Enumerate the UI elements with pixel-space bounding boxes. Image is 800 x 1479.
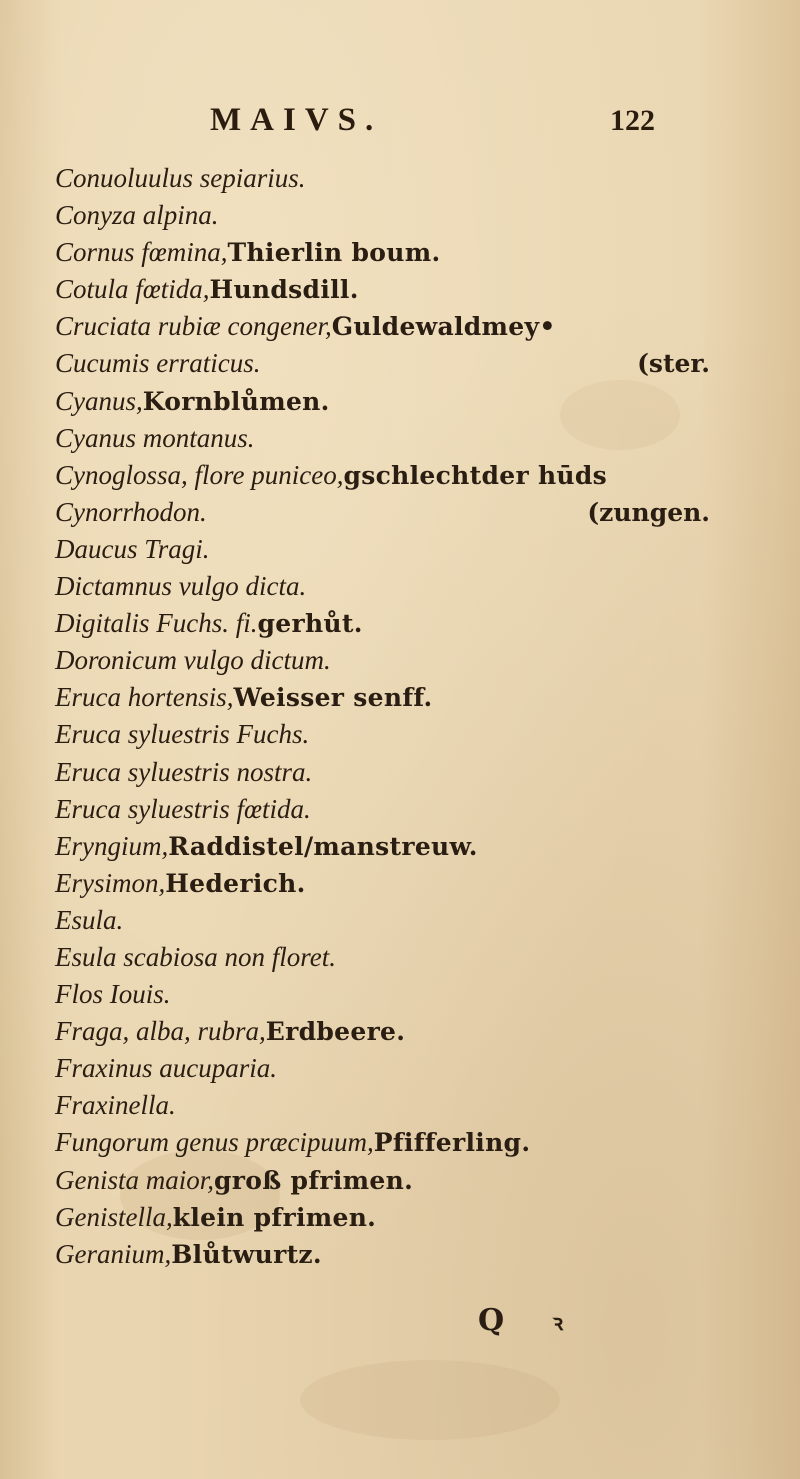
latin-name: Erysimon,: [55, 867, 166, 898]
latin-name: Cruciata rubiæ congener,: [55, 311, 332, 342]
german-name: Kornblůmen.: [142, 386, 330, 416]
list-item: [55, 160, 755, 197]
german-name: gerhůt.: [257, 609, 363, 639]
list-item: [55, 494, 755, 531]
german-name: gschlechtder hūds: [343, 460, 608, 490]
list-item: [55, 271, 755, 308]
list-item: [55, 531, 755, 568]
list-item: [55, 345, 755, 382]
page-header: [0, 102, 800, 152]
latin-name: Digitalis Fuchs. fi.: [55, 608, 258, 639]
latin-name: Fraga, alba, rubra,: [55, 1016, 266, 1047]
latin-name: Cucumis erraticus.: [55, 348, 261, 379]
latin-name: Dictamnus vulgo dicta.: [55, 571, 307, 602]
latin-name: Eruca syluestris Fuchs.: [55, 719, 310, 750]
german-name: Hundsdill.: [209, 275, 359, 305]
list-item: [55, 1050, 755, 1087]
list-item: [55, 383, 755, 420]
list-item: [55, 1162, 755, 1199]
turnover-text: (ster.: [637, 349, 710, 379]
latin-name: Flos Iouis.: [55, 979, 171, 1010]
german-name: Raddistel/manstreuw.: [168, 831, 478, 861]
list-item: [55, 1124, 755, 1161]
german-name: klein pfrimen.: [172, 1202, 377, 1232]
latin-name: Genista maior,: [55, 1164, 215, 1195]
list-item: [55, 865, 755, 902]
list-item: [55, 420, 755, 457]
german-name: Guldewaldmey•: [331, 312, 556, 342]
signature-mark: ꝛ: [552, 1310, 564, 1336]
german-name: groß pfrimen.: [214, 1165, 414, 1195]
list-item: [55, 1013, 755, 1050]
latin-name: Genistella,: [55, 1201, 173, 1232]
latin-name: Cornus fœmina,: [55, 237, 228, 268]
list-item: [55, 902, 755, 939]
list-item: [55, 716, 755, 753]
list-item: [55, 642, 755, 679]
list-item: [55, 679, 755, 716]
latin-name: Conyza alpina.: [55, 200, 219, 231]
latin-name: Eruca syluestris nostra.: [55, 756, 313, 787]
latin-name: Cotula fœtida,: [55, 274, 210, 305]
list-item: [55, 754, 755, 791]
list-item: [55, 1199, 755, 1236]
list-item: [55, 828, 755, 865]
latin-name: Cyanus,: [55, 385, 143, 416]
latin-name: Conuoluulus sepiarius.: [55, 163, 306, 193]
german-name: Weisser senff.: [233, 683, 433, 713]
list-item: [55, 234, 755, 271]
latin-name: Cyanus montanus.: [55, 422, 255, 453]
german-name: Hederich.: [165, 868, 306, 898]
list-item: [55, 1236, 755, 1273]
latin-name: Cynoglossa, flore puniceo,: [55, 459, 344, 490]
page-footer: [478, 1303, 563, 1338]
latin-name: Esula scabiosa non floret.: [55, 941, 336, 972]
plant-list: [55, 160, 755, 1273]
german-name: Blůtwurtz.: [171, 1239, 322, 1269]
list-item: [55, 568, 755, 605]
latin-name: Esula.: [55, 904, 124, 935]
running-title: MAIVS.: [210, 102, 383, 138]
list-item: [55, 939, 755, 976]
german-name: Pfifferling.: [373, 1128, 531, 1158]
turnover-text: (zungen.: [587, 497, 710, 527]
list-item: [55, 976, 755, 1013]
latin-name: Doronicum vulgo dictum.: [55, 645, 331, 676]
german-name: Thierlin boum.: [227, 238, 441, 268]
list-item: [55, 308, 755, 345]
latin-name: Fungorum genus præcipuum,: [55, 1127, 374, 1158]
latin-name: Fraxinus aucuparia.: [55, 1053, 277, 1084]
catchword: Q: [478, 1303, 505, 1338]
list-item: [55, 197, 755, 234]
latin-name: Fraxinella.: [55, 1090, 176, 1121]
latin-name: Geranium,: [55, 1238, 172, 1269]
latin-name: Cynorrhodon.: [55, 496, 207, 527]
page-number: 122: [610, 104, 655, 137]
list-item: [55, 457, 755, 494]
latin-name: Eruca hortensis,: [55, 682, 234, 713]
list-item: [55, 791, 755, 828]
latin-name: Daucus Tragi.: [55, 533, 210, 564]
list-item: [55, 1087, 755, 1124]
list-item: [55, 605, 755, 642]
latin-name: Eryngium,: [55, 830, 169, 861]
german-name: Erdbeere.: [265, 1017, 406, 1047]
latin-name: Eruca syluestris fœtida.: [55, 793, 311, 824]
